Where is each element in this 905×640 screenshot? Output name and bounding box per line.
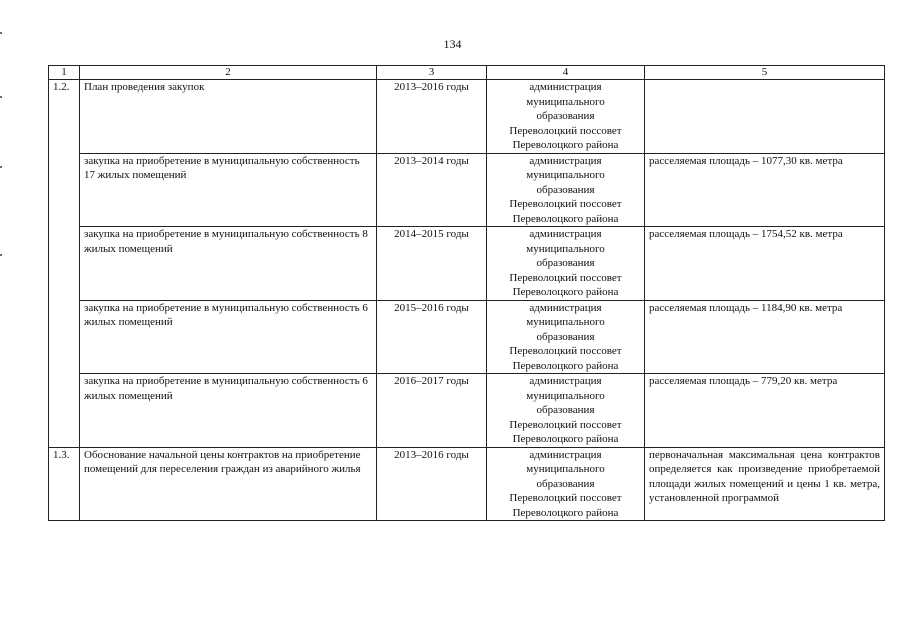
executor-line: администрация [529, 154, 602, 167]
executor-line: администрация [529, 301, 602, 314]
executor-line: образования [536, 110, 595, 122]
result-cell: первоначальная максимальная цена контрактов определяется как произведение приобретаемой площади жилых помещений и цены 1 кв. метра, установленной программой [645, 447, 885, 521]
column-header: 4 [487, 66, 645, 80]
activity-cell: Обоснование начальной цены контрактов на приобретение помещений для переселения граждан из аварийного жилья [80, 447, 377, 521]
item-number [49, 300, 80, 374]
scan-edge-mark [0, 32, 2, 34]
executor-line: Переволоцкий поссовет [509, 198, 622, 210]
period-cell: 2013–2014 годы [377, 153, 487, 227]
result-cell: расселяемая площадь – 779,20 кв. метра [645, 374, 885, 448]
column-header: 5 [645, 66, 885, 80]
activity-cell: План проведения закупок [80, 80, 377, 154]
activity-cell: закупка на приобретение в муниципальную собственность 8 жилых помещений [80, 227, 377, 301]
activity-cell: закупка на приобретение в муниципальную собственность 17 жилых помещений [80, 153, 377, 227]
executor-line: администрация [529, 448, 602, 461]
period-cell: 2014–2015 годы [377, 227, 487, 301]
executor-line: администрация [529, 228, 602, 240]
scan-edge-mark [0, 166, 2, 168]
column-header: 2 [80, 66, 377, 80]
executor-line: муниципального [526, 95, 605, 108]
executor-line: Переволоцкого района [512, 433, 619, 445]
executor-line: Переволоцкий поссовет [509, 124, 622, 137]
table-row [49, 447, 885, 521]
result-cell: расселяемая площадь – 1754,52 кв. метра [645, 227, 885, 301]
executor-line: администрация [529, 81, 602, 93]
executor-line: образования [536, 404, 595, 416]
executor-cell [487, 374, 645, 448]
executor-line: муниципального [526, 463, 605, 475]
column-header: 3 [377, 66, 487, 80]
column-number-row [49, 66, 885, 80]
result-cell: расселяемая площадь – 1184,90 кв. метра [645, 300, 885, 374]
activity-cell: закупка на приобретение в муниципальную собственность 6 жилых помещений [80, 374, 377, 448]
table-row [49, 80, 885, 154]
executor-line: Переволоцкого района [512, 359, 619, 372]
executor-cell [487, 80, 645, 154]
executor-line: Переволоцкий поссовет [509, 271, 622, 284]
period-cell: 2013–2016 годы [377, 80, 487, 154]
item-number [49, 153, 80, 227]
program-table [48, 65, 885, 521]
executor-line: Переволоцкий поссовет [509, 345, 622, 357]
result-cell: расселяемая площадь – 1077,30 кв. метра [645, 153, 885, 227]
table-row [49, 153, 885, 227]
period-cell: 2013–2016 годы [377, 447, 487, 521]
item-number [49, 227, 80, 301]
executor-line: образования [536, 257, 595, 269]
item-number: 1.3. [49, 447, 80, 521]
executor-line: Переволоцкий поссовет [509, 492, 622, 504]
executor-line: Переволоцкого района [512, 286, 619, 298]
executor-line: Переволоцкого района [512, 506, 619, 519]
executor-cell [487, 153, 645, 227]
scan-edge-mark [0, 254, 2, 256]
executor-line: Переволоцкий поссовет [509, 418, 622, 431]
executor-line: Переволоцкого района [512, 212, 619, 225]
period-cell: 2016–2017 годы [377, 374, 487, 448]
executor-cell [487, 227, 645, 301]
table-row [49, 227, 885, 301]
item-number [49, 374, 80, 448]
scan-edge-mark [0, 96, 2, 98]
executor-line: образования [536, 330, 595, 343]
executor-line: Переволоцкого района [512, 139, 619, 151]
executor-cell [487, 300, 645, 374]
item-number: 1.2. [49, 80, 80, 154]
period-cell: 2015–2016 годы [377, 300, 487, 374]
executor-line: образования [536, 183, 595, 196]
executor-line: муниципального [526, 242, 605, 255]
activity-cell: закупка на приобретение в муниципальную собственность 6 жилых помещений [80, 300, 377, 374]
executor-line: муниципального [526, 169, 605, 181]
executor-line: муниципального [526, 316, 605, 328]
table-row [49, 300, 885, 374]
column-header: 1 [49, 66, 80, 80]
executor-line: администрация [529, 375, 602, 387]
page-number: 134 [443, 37, 462, 51]
executor-cell [487, 447, 645, 521]
table-row [49, 374, 885, 448]
executor-line: муниципального [526, 389, 605, 402]
result-cell [645, 80, 885, 154]
executor-line: образования [536, 477, 595, 490]
